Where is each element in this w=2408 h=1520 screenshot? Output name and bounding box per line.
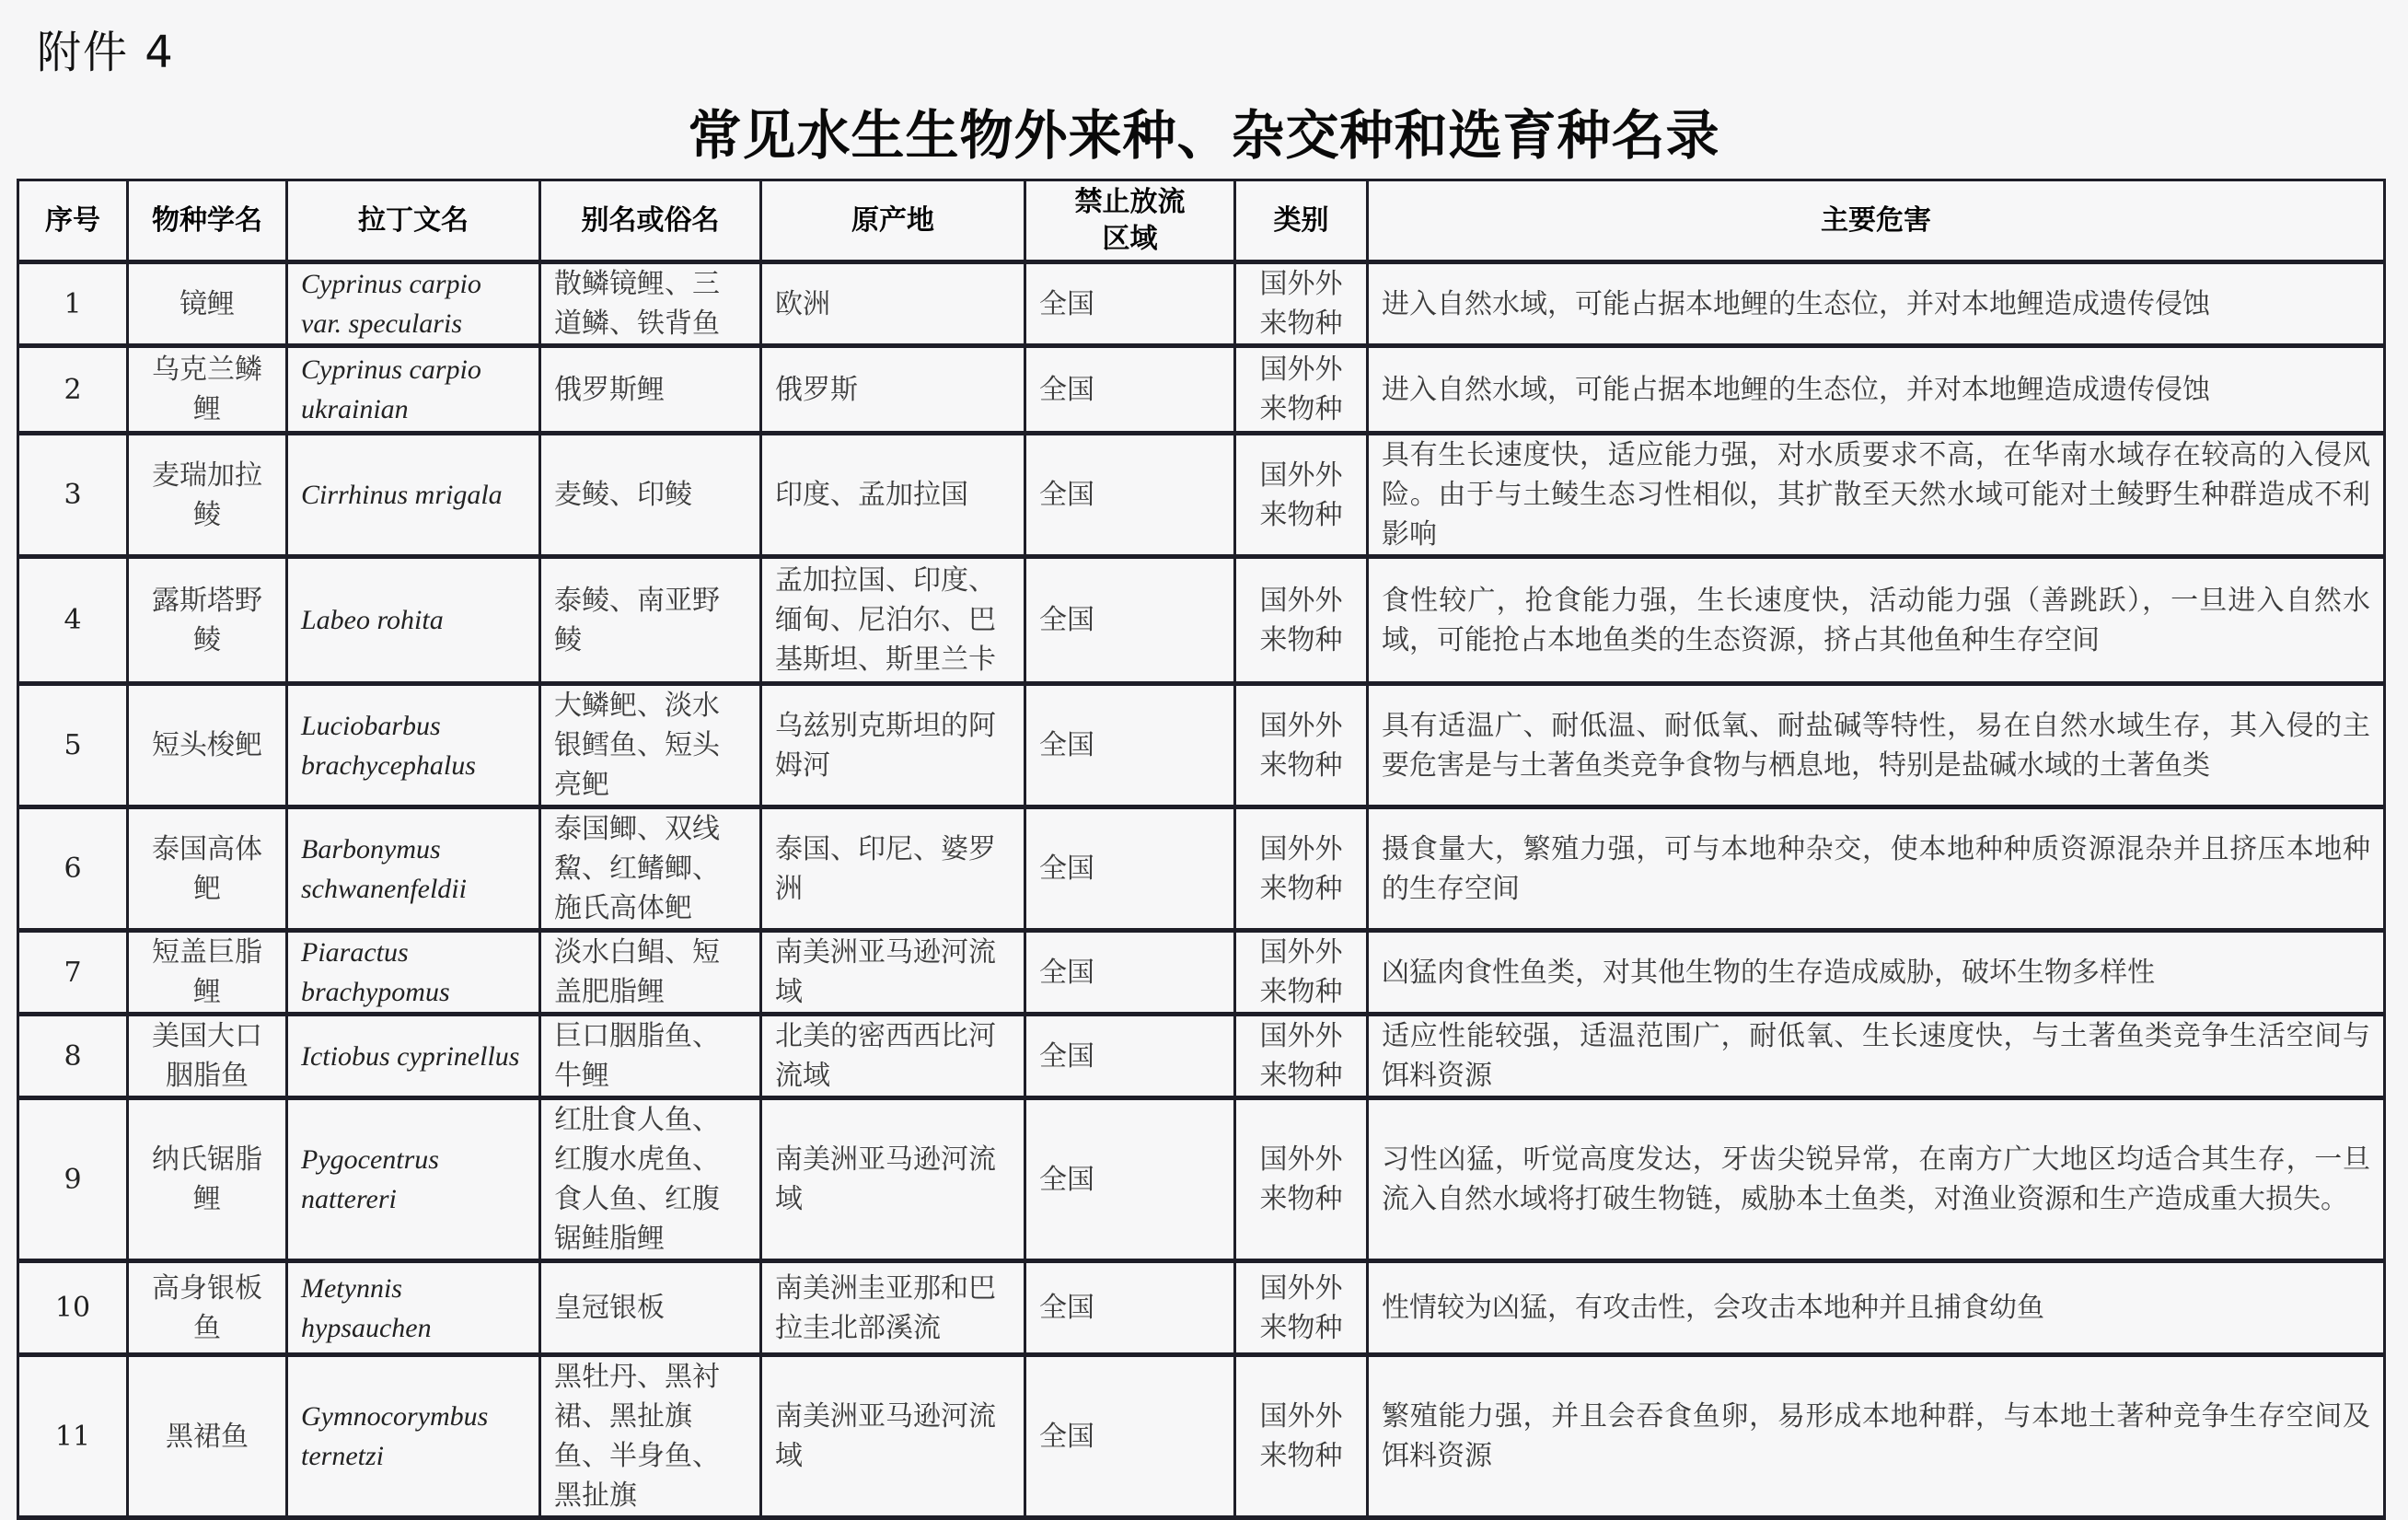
cell-latin-name: Metynnis hypsauchen [287, 1261, 540, 1355]
header-main-harm: 主要危害 [1368, 180, 2385, 262]
cell-alias: 红肚食人鱼、红腹水虎鱼、食人鱼、红腹锯鲑脂鲤 [540, 1098, 761, 1261]
cell-alias: 黑牡丹、黑衬裙、黑扯旗鱼、半身鱼、黑扯旗 [540, 1355, 761, 1518]
cell-no: 9 [18, 1098, 128, 1261]
cell-origin: 孟加拉国、印度、缅甸、尼泊尔、巴基斯坦、斯里兰卡 [761, 557, 1025, 684]
cell-origin: 印度、孟加拉国 [761, 434, 1025, 557]
cell-latin-name: Cyprinus carpio var. specularis [287, 262, 540, 346]
cell-species-name: 短盖巨脂鲤 [128, 931, 287, 1015]
cell-prohibited-zone: 全国 [1025, 434, 1235, 557]
cell-alias: 俄罗斯鲤 [540, 346, 761, 434]
cell-no: 7 [18, 931, 128, 1015]
document-title: 常见水生生物外来种、杂交种和选育种名录 [688, 104, 1720, 167]
cell-main-harm: 适应性能较强，适温范围广，耐低氧、生长速度快，与土著鱼类竞争生活空间与饵料资源 [1368, 1015, 2385, 1098]
cell-no: 3 [18, 434, 128, 557]
cell-main-harm: 凶猛肉食性鱼类，对其他生物的生存造成威胁，破坏生物多样性 [1368, 931, 2385, 1015]
cell-prohibited-zone: 全国 [1025, 1261, 1235, 1355]
cell-no: 11 [18, 1355, 128, 1518]
cell-category: 国外外来物种 [1235, 1015, 1368, 1098]
cell-latin-name: Ictiobus cyprinellus [287, 1015, 540, 1098]
cell-category: 国外外来物种 [1235, 434, 1368, 557]
cell-main-harm: 繁殖能力强，并且会吞食鱼卵，易形成本地种群，与本地土著种竞争生存空间及饵料资源 [1368, 1355, 2385, 1518]
cell-species-name: 泰国高体鲃 [128, 807, 287, 931]
cell-origin: 欧洲 [761, 262, 1025, 346]
cell-no: 2 [18, 346, 128, 434]
cell-category: 国外外来物种 [1235, 262, 1368, 346]
table-row [18, 931, 2385, 1015]
cell-prohibited-zone: 全国 [1025, 807, 1235, 931]
header-latin-name: 拉丁文名 [287, 180, 540, 262]
species-table [17, 179, 2386, 1520]
cell-origin: 俄罗斯 [761, 346, 1025, 434]
table-row [18, 557, 2385, 684]
cell-main-harm: 摄食量大，繁殖力强，可与本地种杂交，使本地种种质资源混杂并且挤压本地种的生存空间 [1368, 807, 2385, 931]
cell-alias: 散鳞镜鲤、三道鳞、铁背鱼 [540, 262, 761, 346]
cell-latin-name: Barbonymus schwanenfeldii [287, 807, 540, 931]
cell-species-name: 高身银板鱼 [128, 1261, 287, 1355]
cell-no: 10 [18, 1261, 128, 1355]
cell-no: 5 [18, 684, 128, 807]
cell-prohibited-zone: 全国 [1025, 684, 1235, 807]
cell-alias: 泰国鲫、双线鯬、红鳍鲫、施氏高体鲃 [540, 807, 761, 931]
table-row [18, 434, 2385, 557]
table-row [18, 684, 2385, 807]
table-row [18, 1098, 2385, 1261]
cell-main-harm: 具有生长速度快，适应能力强，对水质要求不高，在华南水域存在较高的入侵风险。由于与土鲮生态习性相似，其扩散至天然水域可能对土鲮野生种群造成不利影响 [1368, 434, 2385, 557]
cell-prohibited-zone: 全国 [1025, 346, 1235, 434]
cell-origin: 北美的密西西比河流域 [761, 1015, 1025, 1098]
header-no: 序号 [18, 180, 128, 262]
cell-latin-name: Labeo rohita [287, 557, 540, 684]
cell-origin: 泰国、印尼、婆罗洲 [761, 807, 1025, 931]
cell-alias: 淡水白鲳、短盖肥脂鲤 [540, 931, 761, 1015]
cell-latin-name: Gymnocorymbus ternetzi [287, 1355, 540, 1518]
cell-alias: 大鳞鲃、淡水银鳕鱼、短头亮鲃 [540, 684, 761, 807]
cell-prohibited-zone: 全国 [1025, 931, 1235, 1015]
cell-prohibited-zone: 全国 [1025, 1098, 1235, 1261]
cell-latin-name: Cyprinus carpio ukrainian [287, 346, 540, 434]
cell-origin: 南美洲亚马逊河流域 [761, 931, 1025, 1015]
cell-no: 8 [18, 1015, 128, 1098]
header-species-name: 物种学名 [128, 180, 287, 262]
header-alias: 别名或俗名 [540, 180, 761, 262]
cell-latin-name: Pygocentrus nattereri [287, 1098, 540, 1261]
cell-main-harm: 进入自然水域，可能占据本地鲤的生态位，并对本地鲤造成遗传侵蚀 [1368, 262, 2385, 346]
cell-origin: 南美洲亚马逊河流域 [761, 1098, 1025, 1261]
cell-category: 国外外来物种 [1235, 931, 1368, 1015]
cell-species-name: 镜鲤 [128, 262, 287, 346]
cell-alias: 麦鲮、印鲮 [540, 434, 761, 557]
cell-category: 国外外来物种 [1235, 684, 1368, 807]
cell-prohibited-zone: 全国 [1025, 1355, 1235, 1518]
cell-species-name: 短头梭鲃 [128, 684, 287, 807]
table-row [18, 1015, 2385, 1098]
cell-prohibited-zone: 全国 [1025, 1015, 1235, 1098]
cell-latin-name: Luciobarbus brachycephalus [287, 684, 540, 807]
cell-latin-name: Piaractus brachypomus [287, 931, 540, 1015]
cell-species-name: 麦瑞加拉鲮 [128, 434, 287, 557]
cell-category: 国外外来物种 [1235, 346, 1368, 434]
table-row [18, 1261, 2385, 1355]
cell-category: 国外外来物种 [1235, 1261, 1368, 1355]
header-prohibited-zone: 禁止放流区域 [1025, 180, 1235, 262]
cell-alias: 皇冠银板 [540, 1261, 761, 1355]
cell-latin-name: Cirrhinus mrigala [287, 434, 540, 557]
cell-species-name: 纳氏锯脂鲤 [128, 1098, 287, 1261]
cell-no: 1 [18, 262, 128, 346]
table-row [18, 346, 2385, 434]
table-row [18, 1355, 2385, 1518]
cell-species-name: 露斯塔野鲮 [128, 557, 287, 684]
cell-species-name: 美国大口胭脂鱼 [128, 1015, 287, 1098]
cell-category: 国外外来物种 [1235, 807, 1368, 931]
cell-origin: 南美洲亚马逊河流域 [761, 1355, 1025, 1518]
cell-species-name: 黑裙鱼 [128, 1355, 287, 1518]
table-row [18, 262, 2385, 346]
cell-origin: 南美洲圭亚那和巴拉圭北部溪流 [761, 1261, 1025, 1355]
header-category: 类别 [1235, 180, 1368, 262]
cell-main-harm: 性情较为凶猛，有攻击性，会攻击本地种并且捕食幼鱼 [1368, 1261, 2385, 1355]
table-row [18, 807, 2385, 931]
cell-category: 国外外来物种 [1235, 1355, 1368, 1518]
cell-alias: 巨口胭脂鱼、牛鲤 [540, 1015, 761, 1098]
header-origin: 原产地 [761, 180, 1025, 262]
cell-main-harm: 具有适温广、耐低温、耐低氧、耐盐碱等特性，易在自然水域生存，其入侵的主要危害是与土著鱼类竞争食物与栖息地，特别是盐碱水域的土著鱼类 [1368, 684, 2385, 807]
cell-species-name: 乌克兰鳞鲤 [128, 346, 287, 434]
cell-no: 4 [18, 557, 128, 684]
cell-no: 6 [18, 807, 128, 931]
cell-alias: 泰鲮、南亚野鲮 [540, 557, 761, 684]
cell-prohibited-zone: 全国 [1025, 262, 1235, 346]
cell-main-harm: 食性较广，抢食能力强，生长速度快，活动能力强（善跳跃），一旦进入自然水域，可能抢占本地鱼类的生态资源，挤占其他鱼种生存空间 [1368, 557, 2385, 684]
cell-main-harm: 进入自然水域，可能占据本地鲤的生态位，并对本地鲤造成遗传侵蚀 [1368, 346, 2385, 434]
cell-main-harm: 习性凶猛，听觉高度发达，牙齿尖锐异常，在南方广大地区均适合其生存，一旦流入自然水域将打破生物链，威胁本土鱼类，对渔业资源和生产造成重大损失。 [1368, 1098, 2385, 1261]
cell-origin: 乌兹别克斯坦的阿姆河 [761, 684, 1025, 807]
cell-category: 国外外来物种 [1235, 1098, 1368, 1261]
attachment-label: 附件 4 [37, 27, 175, 78]
cell-prohibited-zone: 全国 [1025, 557, 1235, 684]
table-header-row [18, 180, 2385, 262]
cell-category: 国外外来物种 [1235, 557, 1368, 684]
